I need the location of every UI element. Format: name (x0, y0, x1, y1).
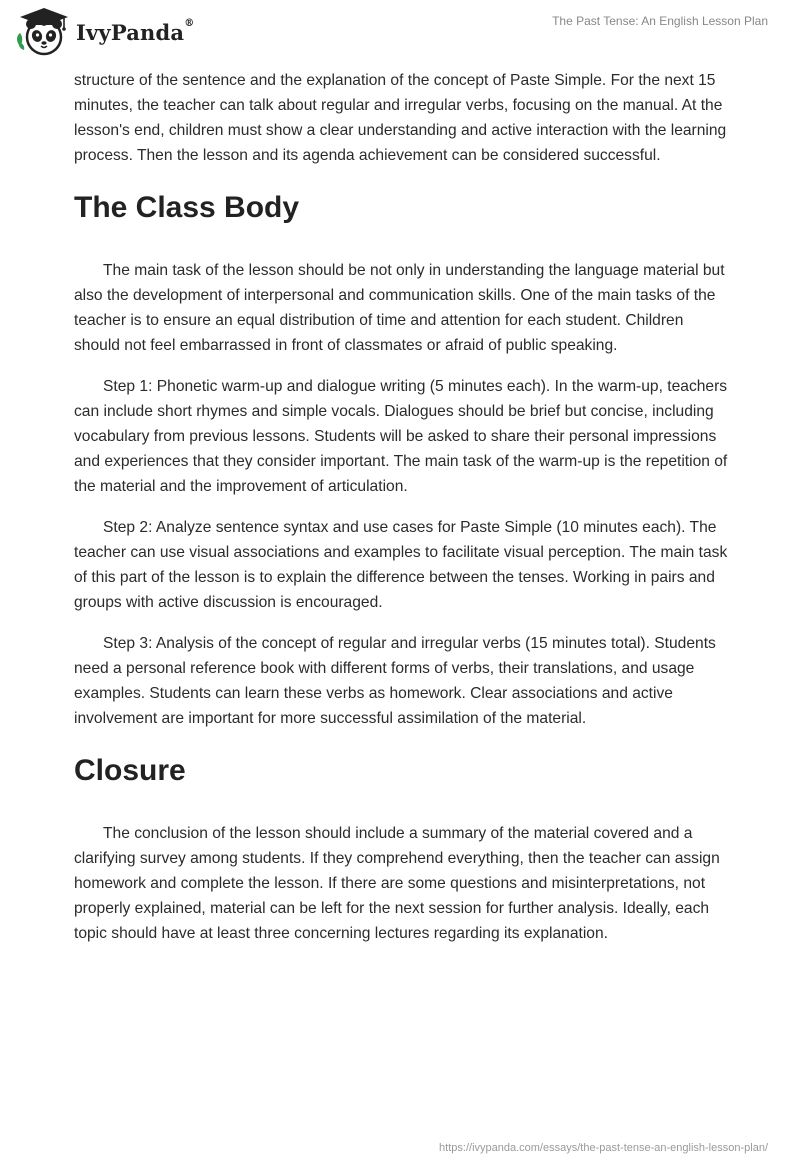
paragraph-closure: The conclusion of the lesson should include a summary of the material covered and a clarifying survey among students. If they comprehend everything, then the teacher can assign homework and complete the lesson. If there are some questions and misinterpretations, not properly explained, material can be left for the next session for further analysis. Ideally, each topic should have at least three concerning lectures regarding its explanation. (74, 825, 720, 942)
page-header (0, 0, 800, 70)
section-heading-class-body: The Class Body (74, 191, 300, 224)
paragraph-step-2: Step 2: Analyze sentence syntax and use cases for Paste Simple (10 minutes each). The teacher can use visual associations and examples to facilitate visual perception. The main task of this part of the lesson is to explain the difference between the tenses. Working in pairs and groups with active discussion is encouraged. (74, 519, 728, 611)
ivypanda-logo[interactable] (14, 6, 194, 58)
document-title: The Past Tense: An English Lesson Plan (552, 14, 768, 28)
section-heading-closure: Closure (74, 754, 186, 787)
intro-paragraph: structure of the sentence and the explanation of the concept of Paste Simple. For the next 15 minutes, the teacher can talk about regular and irregular verbs, focusing on the manual. At the lesson's end, children must show a clear understanding and active interaction with the learning process. Then the lesson and its agenda achievement can be considered successful. (74, 72, 727, 164)
paragraph-step-1: Step 1: Phonetic warm-up and dialogue writing (5 minutes each). In the warm-up, teachers can include short rhymes and simple vocals. Dialogues should be brief but concise, including vocabulary from previous lessons. Students will be asked to share their personal impressions and experiences that they consider important. The main task of the warm-up is the repetition of the material and the improvement of articulation. (74, 378, 728, 495)
paragraph-step-3: Step 3: Analysis of the concept of regular and irregular verbs (15 minutes total). Students need a personal reference book with different forms of verbs, their translations, and usage examples. Students can learn these verbs as homework. Clear associations and active involvement are important for more successful assimilation of the material. (74, 635, 716, 727)
registered-mark: ® (184, 17, 195, 29)
brand-name: IvyPanda® (76, 17, 195, 45)
paragraph: The main task of the lesson should be not only in understanding the language material but also the development of interpersonal and communication skills. One of the main tasks of the teacher is to ensure an equal distribution of time and attention for each student. Children should not feel embarrassed in front of classmates or afraid of public speaking. (74, 262, 725, 354)
document-body (74, 68, 728, 946)
panda-graduation-cap-icon (14, 6, 74, 58)
source-url[interactable]: https://ivypanda.com/essays/the-past-tense-an-english-lesson-plan/ (439, 1142, 768, 1154)
